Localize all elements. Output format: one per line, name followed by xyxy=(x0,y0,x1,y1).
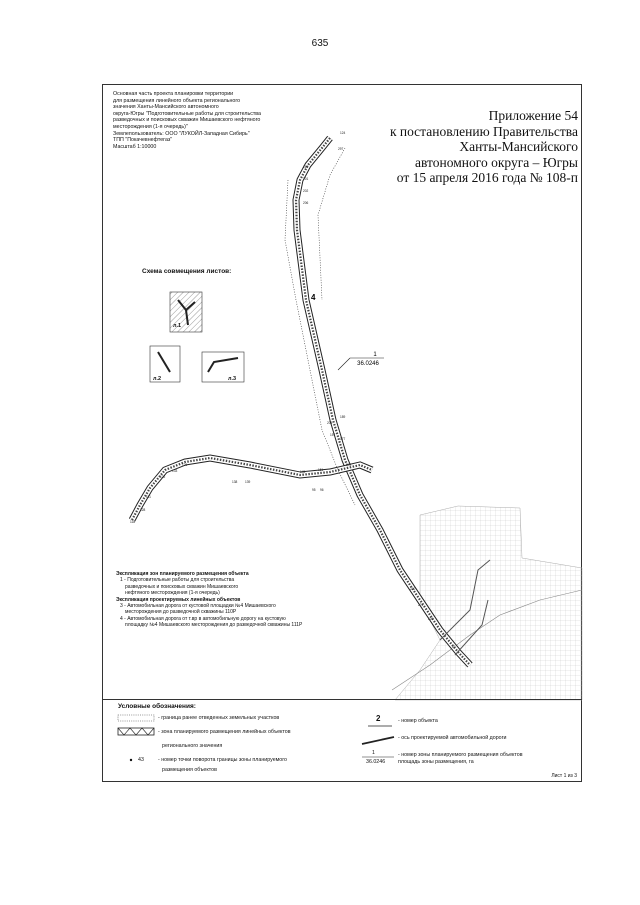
legend-symbols xyxy=(118,715,394,761)
zone-area-label: 36.0246 xyxy=(357,361,379,367)
appendix-line: к постановлению Правительства xyxy=(389,123,578,139)
map-point-label: 151 xyxy=(318,468,324,472)
map-point-label: 145 xyxy=(300,470,306,474)
map-point-label: 95 xyxy=(312,488,316,492)
legend-item-point: - номер точки поворота границы зоны планируемого xyxy=(158,757,287,763)
map-point-label: 202 xyxy=(303,189,309,193)
legend-item-plots: - граница ранее отведенных земельных участков xyxy=(158,715,280,721)
map-point-label: 205 xyxy=(327,421,333,425)
header-line: значения Ханты-Мансийского автономного xyxy=(113,104,219,111)
zone-callout xyxy=(338,352,384,370)
map-point-label: 177 xyxy=(340,437,346,441)
map-point-label: 221 xyxy=(418,603,424,607)
header-line: ТПП "Покачевнефтегаз" xyxy=(113,137,173,144)
appendix-line: Ханты-Мансийского xyxy=(459,139,578,154)
map-point-label: 160 xyxy=(303,165,309,169)
legend-item-zone-2: регионального значения xyxy=(162,743,223,749)
document-header xyxy=(113,91,343,150)
legend-item-axis: - ось проектируемой автомобильной дороги xyxy=(398,735,507,741)
map-point-label: 133 xyxy=(172,469,178,473)
map-point-label: 60 xyxy=(452,645,456,649)
legend-point-sample: 43 xyxy=(138,757,144,763)
map-point-label: 121 xyxy=(182,463,188,467)
explication-objects-title: Экспликация проектируемых линейных объектов xyxy=(116,596,241,603)
header-line: Масштаб 1:10000 xyxy=(113,143,157,150)
appendix-line: от 15 апреля 2016 года № 108-п xyxy=(396,170,578,185)
header-line: Землепользователь: ООО "ЛУКОЙЛ-Западная Сибирь" xyxy=(113,130,250,137)
map-point-label: 138 xyxy=(232,480,238,484)
legend-item-object: - номер объекта xyxy=(398,718,438,724)
legend-zone-sample-bottom: 36.0246 xyxy=(366,759,386,765)
map-point-label: 201 xyxy=(303,177,309,181)
sheet-number: Лист 1 из 3 xyxy=(551,773,577,779)
legend-object-sample: 2 xyxy=(376,714,381,723)
map-point-label: 124 xyxy=(340,131,346,135)
legend-zone-sample-top: 1 xyxy=(372,750,375,756)
explication-text: разведочных и поисковых скважин Мишаевского xyxy=(125,583,239,590)
map-point-label: 230 xyxy=(410,587,416,591)
legend-title: Условные обозначения: xyxy=(118,703,196,710)
map-point-label: 206 xyxy=(303,201,309,205)
header-line: для размещения линейного объекта регионального xyxy=(113,97,241,104)
legend-item-zone-number: - номер зоны планируемого размещения объектов xyxy=(398,752,523,758)
scheme-sheet-3-label: л.3 xyxy=(228,376,237,382)
map-point-label: 226 xyxy=(428,617,434,621)
explication-text: месторождения до разведочной скважины 110Р xyxy=(125,609,237,616)
zone-number-label: 1 xyxy=(373,352,377,358)
map-point-label: 157 xyxy=(330,433,336,437)
header-line: месторождения (1-я очередь)" xyxy=(113,123,188,130)
scheme-title: Схема совмещения листов: xyxy=(142,268,232,275)
legend-divider xyxy=(102,699,582,700)
explication-text: 4 - Автомобильная дорога от т.вр в автомобильную дорогу на кустовую xyxy=(120,615,286,622)
explication-text: нефтяного месторождения (1-я очередь) xyxy=(125,590,220,597)
map-point-label: 96 xyxy=(320,488,324,492)
map-point-label: 139 xyxy=(245,480,251,484)
explication-zones-title: Экспликация зон планируемого размещения объекта xyxy=(116,571,249,577)
header-line: округа-Югры "Подготовительные работы для строительства xyxy=(113,110,261,117)
scheme-sheet-2-label: л.2 xyxy=(153,376,162,382)
page-number: 635 xyxy=(311,38,329,49)
appendix-line: Приложение 54 xyxy=(488,108,578,123)
map-point-label: 128 xyxy=(140,508,146,512)
appendix-line: автономного округа – Югры xyxy=(415,154,578,170)
map-point-label: 122 xyxy=(160,475,166,479)
header-line: разведочных и поисковых скважин Мишаевского нефтяного xyxy=(113,117,261,124)
explication-text: площадку №4 Мишаевского месторождения до разведочной скважины 111Р xyxy=(125,622,303,629)
explication xyxy=(116,571,386,629)
appendix-title xyxy=(390,108,578,186)
explication-text: 3 - Автомобильная дорога от кустовой площадки №4 Мишаевского xyxy=(120,603,276,610)
explication-text: 1 - Подготовительные работы для строительства xyxy=(120,577,235,584)
scheme-sheet-1-label: л.1 xyxy=(173,323,182,329)
west-road-corridor xyxy=(132,458,372,520)
map-point-label: 118 xyxy=(130,520,136,524)
object-number-label: 4 xyxy=(311,293,316,302)
legend-item-zone-area: площадь зоны размещения, га xyxy=(398,759,474,765)
map-point-label: 111 xyxy=(146,495,151,499)
map-point-label: 189 xyxy=(340,415,346,419)
map-point-label: 297 xyxy=(338,147,344,151)
legend-item-zone: - зона планируемого размещения линейных объектов xyxy=(158,729,291,735)
header-line: Основная часть проекта планировки территории xyxy=(113,91,234,97)
legend-item-point-2: размещения объектов xyxy=(162,767,217,773)
scheme-sheet-3 xyxy=(202,352,244,382)
map-point-label: 178 xyxy=(346,463,352,467)
